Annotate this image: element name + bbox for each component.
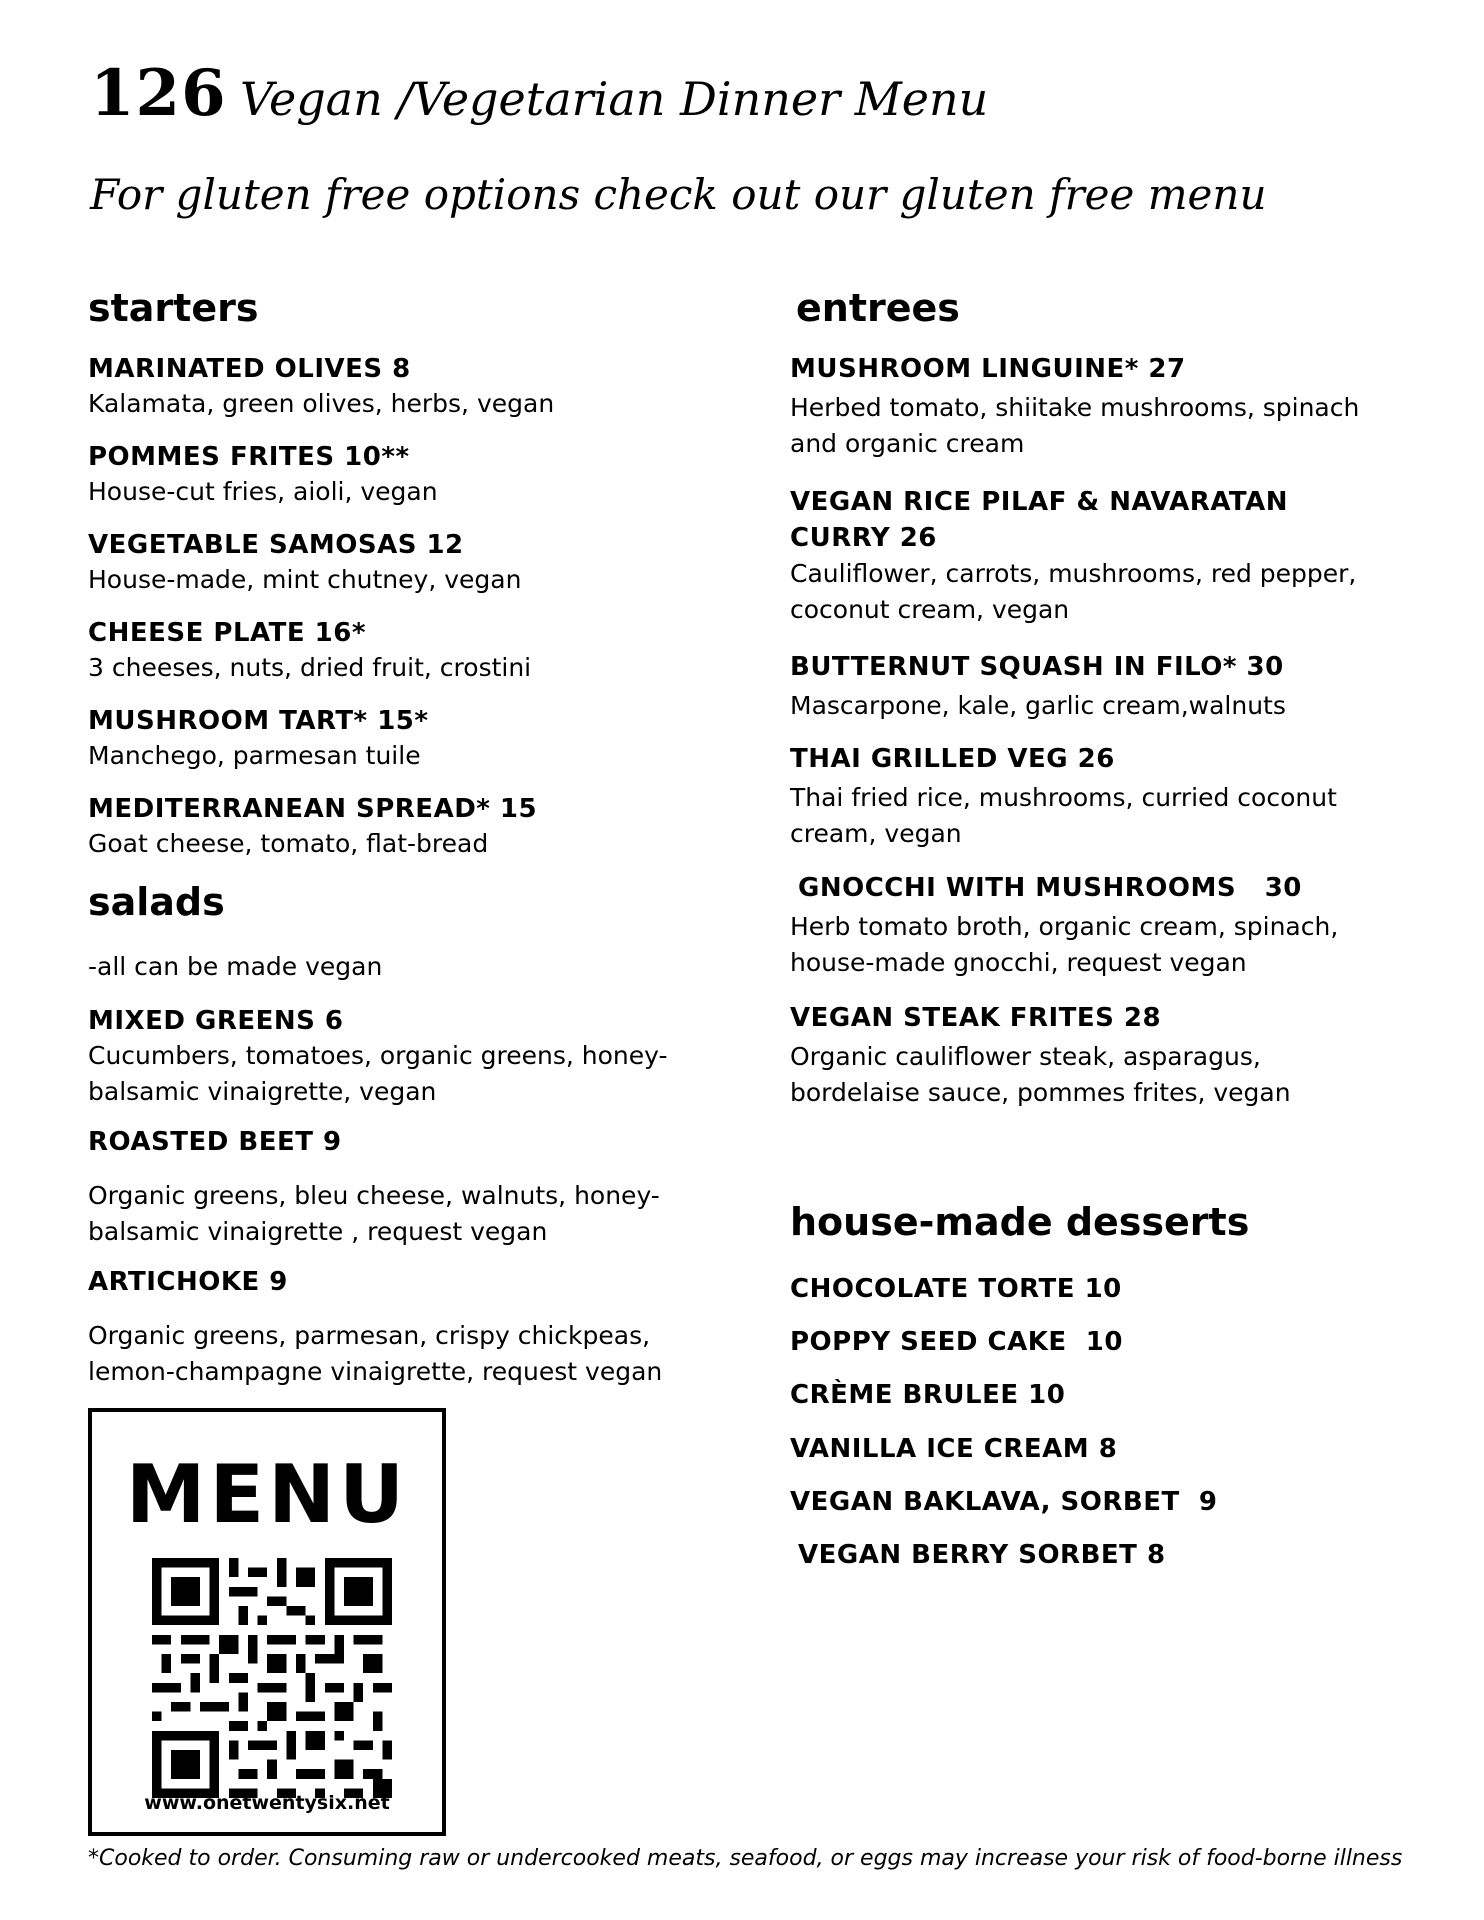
salad-item-desc: Organic greens, parmesan, crispy chickpeas, lemon-champagne vinaigrette, request vegan bbox=[88, 1321, 663, 1386]
menu-title: Vegan /Vegetarian Dinner Menu bbox=[240, 72, 989, 126]
menu-subtitle: For gluten free options check out our gluten free menu bbox=[90, 170, 1267, 219]
starter-item-desc: Kalamata, green olives, herbs, vegan bbox=[88, 389, 555, 418]
salads-heading: salads bbox=[88, 880, 225, 924]
entree-item-name: GNOCCHI WITH MUSHROOMS 30 bbox=[798, 873, 1302, 903]
entree-item-name: VEGAN STEAK FRITES 28 bbox=[790, 1003, 1162, 1033]
qr-heading: MENU bbox=[125, 1448, 409, 1541]
qr-menu-box bbox=[88, 1408, 446, 1836]
salad-item-name: ROASTED BEET 9 bbox=[88, 1127, 342, 1157]
starter-item-desc: Manchego, parmesan tuile bbox=[88, 741, 421, 770]
dessert-item: CHOCOLATE TORTE 10 bbox=[790, 1274, 1122, 1304]
entree-item-name: THAI GRILLED VEG 26 bbox=[790, 744, 1115, 774]
starter-item-name: CHEESE PLATE 16* bbox=[88, 618, 366, 648]
entree-item-name: MUSHROOM LINGUINE* 27 bbox=[790, 354, 1186, 384]
entrees-heading: entrees bbox=[796, 286, 960, 330]
starters-heading: starters bbox=[88, 286, 259, 330]
dessert-item: VEGAN BERRY SORBET 8 bbox=[798, 1540, 1166, 1570]
dessert-item: POPPY SEED CAKE 10 bbox=[790, 1327, 1123, 1357]
footer-disclaimer: *Cooked to order. Consuming raw or undercooked meats, seafood, or eggs may increase your risk of food-borne illness bbox=[88, 1846, 1403, 1871]
starter-item-desc: House-made, mint chutney, vegan bbox=[88, 565, 522, 594]
restaurant-number: 126 bbox=[90, 56, 227, 131]
desserts-heading: house-made desserts bbox=[790, 1200, 1250, 1244]
entree-item-desc: Mascarpone, kale, garlic cream,walnuts bbox=[790, 691, 1286, 720]
salad-item-desc: Organic greens, bleu cheese, walnuts, honey-balsamic vinaigrette , request vegan bbox=[88, 1181, 660, 1246]
starter-item-name: MUSHROOM TART* 15* bbox=[88, 706, 429, 736]
starter-item-desc: House-cut fries, aioli, vegan bbox=[88, 477, 438, 506]
starter-item-name: POMMES FRITES 10** bbox=[88, 442, 410, 472]
salad-item-name: ARTICHOKE 9 bbox=[88, 1267, 288, 1297]
qr-code-icon bbox=[152, 1558, 392, 1798]
starter-item-name: VEGETABLE SAMOSAS 12 bbox=[88, 530, 464, 560]
dessert-item: VANILLA ICE CREAM 8 bbox=[790, 1434, 1118, 1464]
starter-item-desc: 3 cheeses, nuts, dried fruit, crostini bbox=[88, 653, 532, 682]
entree-item-desc: Herbed tomato, shiitake mushrooms, spinach and organic cream bbox=[790, 393, 1360, 458]
entree-item-desc: Thai fried rice, mushrooms, curried coconut cream, vegan bbox=[790, 783, 1337, 848]
entree-item-name: BUTTERNUT SQUASH IN FILO* 30 bbox=[790, 652, 1284, 682]
starter-item-name: MARINATED OLIVES 8 bbox=[88, 354, 411, 384]
entree-item-name: VEGAN RICE PILAF & NAVARATAN CURRY 26 bbox=[790, 487, 1289, 553]
entree-item-desc: Organic cauliflower steak, asparagus, bordelaise sauce, pommes frites, vegan bbox=[790, 1042, 1291, 1107]
dessert-item: VEGAN BAKLAVA, SORBET 9 bbox=[790, 1487, 1218, 1517]
website-url: www.onetwentysix.net bbox=[144, 1792, 390, 1814]
salad-item-name: MIXED GREENS 6 bbox=[88, 1006, 344, 1036]
dessert-item: CRÈME BRULEE 10 bbox=[790, 1380, 1066, 1410]
salads-note: -all can be made vegan bbox=[88, 952, 383, 981]
starter-item-desc: Goat cheese, tomato, flat-bread bbox=[88, 829, 489, 858]
entree-item-desc: Herb tomato broth, organic cream, spinach, house-made gnocchi, request vegan bbox=[790, 912, 1339, 977]
starter-item-name: MEDITERRANEAN SPREAD* 15 bbox=[88, 794, 538, 824]
salad-item-desc: Cucumbers, tomatoes, organic greens, honey-balsamic vinaigrette, vegan bbox=[88, 1041, 668, 1106]
entree-item-desc: Cauliflower, carrots, mushrooms, red pepper, coconut cream, vegan bbox=[790, 559, 1357, 624]
